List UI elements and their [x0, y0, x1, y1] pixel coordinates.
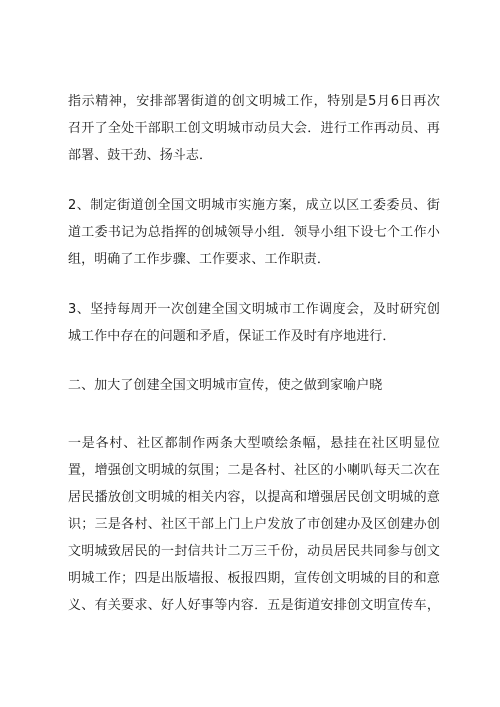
- text-line: 置，增强创文明城的氛围；二是各村、社区的小喇叭每天二次在: [68, 463, 440, 478]
- paragraph-item-3: [68, 296, 440, 350]
- text-line: 城工作中存在的问题和矛盾，保证工作及时有序地进行．: [68, 329, 396, 344]
- text-line: 明城工作；四是出版墙报、板报四期，宣传创文明城的目的和意: [68, 571, 440, 586]
- text-line: 识；三是各村、社区干部上门上户发放了市创建办及区创建办创: [68, 517, 440, 532]
- section-heading-publicity: [68, 372, 440, 399]
- text-line: 3、坚持每周开一次创建全国文明城市工作调度会，及时研究创: [68, 302, 440, 317]
- paragraph-item-2: [68, 192, 440, 273]
- paragraph-instruction-spirit: [68, 88, 440, 169]
- text-line: 居民播放创文明城的相关内容，以提高和增强居民创文明城的意: [68, 490, 440, 505]
- text-line: 部署、鼓干劲、扬斗志．: [68, 148, 213, 163]
- text-line: 义、有关要求、好人好事等内容．五是街道安排创文明宣传车，: [68, 598, 440, 613]
- text-line: 召开了全处干部职工创文明城市动员大会．进行工作再动员、再: [68, 121, 440, 136]
- text-line: 一是各村、社区都制作两条大型喷绘条幅，悬挂在社区明显位: [68, 436, 440, 451]
- paragraph-publicity-details: [68, 430, 440, 619]
- text-line: 组，明确了工作步骤、工作要求、工作职责．: [68, 252, 331, 267]
- text-line: 指示精神，安排部署街道的创文明城工作，特别是5月6日再次: [68, 94, 440, 109]
- text-line: 道工委书记为总指挥的创城领导小组．领导小组下设七个工作小: [68, 225, 440, 240]
- text-line: 二、加大了创建全国文明城市宣传，使之做到家喻户晓: [68, 378, 383, 393]
- text-line: 文明城致居民的一封信共计二万三千份，动员居民共同参与创文: [68, 544, 440, 559]
- text-line: 2、制定街道创全国文明城市实施方案，成立以区工委委员、街: [68, 198, 440, 213]
